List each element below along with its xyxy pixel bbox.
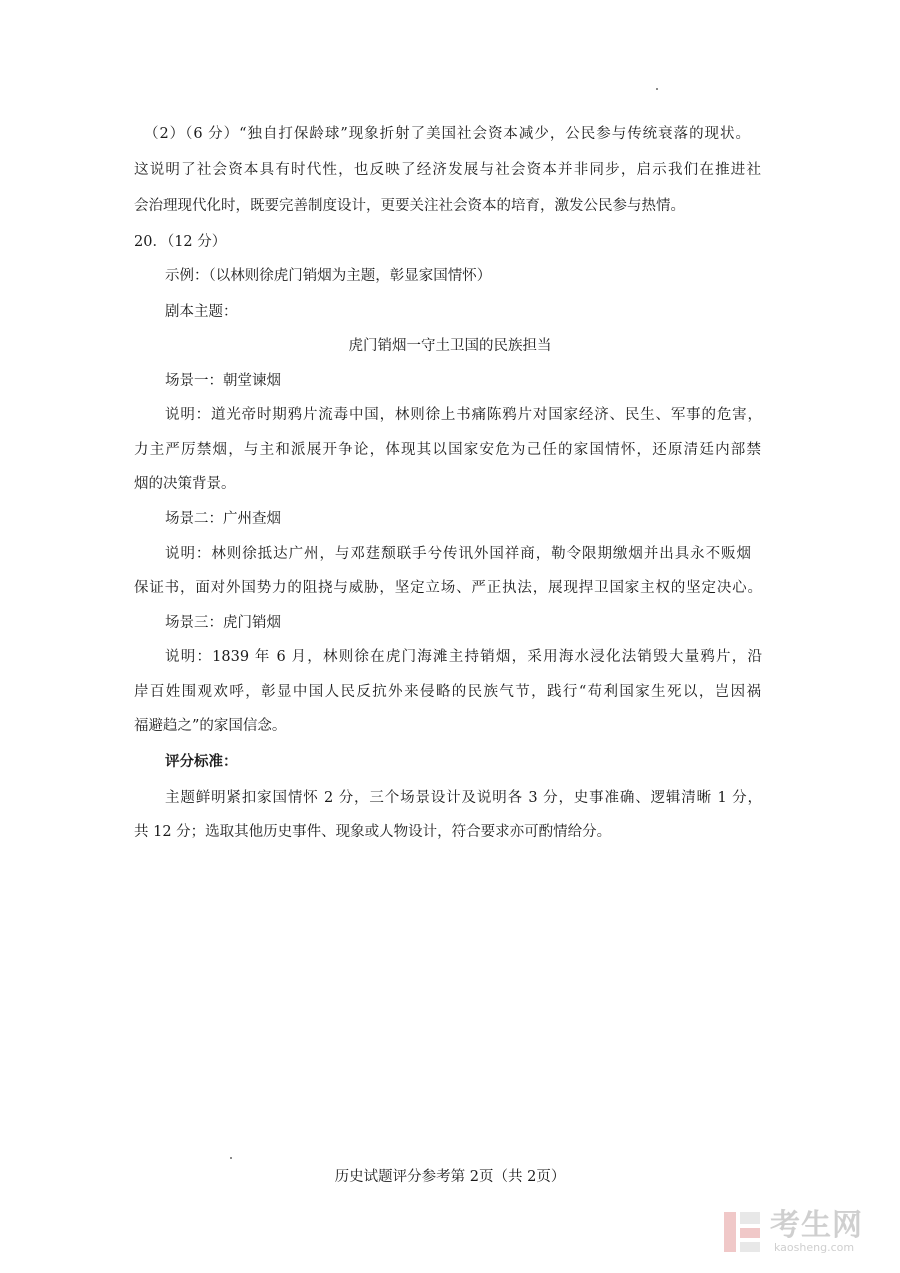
question-header: 20．（12 分）	[134, 234, 227, 250]
scan-dot	[656, 88, 658, 90]
watermark-url: kaosheng.com	[774, 1241, 855, 1254]
scene-text-line: 烟的决策背景。	[134, 476, 236, 492]
scene-text-line: 福避趋之”的家国信念。	[134, 718, 287, 734]
scene-text-line: 岸百姓围观欢呼，彰显中国人民反抗外来侵略的民族气节，践行“苟利国家生死以，岂因祸	[134, 684, 761, 700]
theme-label: 剧本主题：	[165, 304, 238, 320]
watermark-mark-icon	[722, 1208, 764, 1258]
watermark-name: 考生网	[770, 1208, 863, 1243]
page-footer: 历史试题评分参考第 2页（共 2页）	[334, 1169, 566, 1185]
scene-text-line: 说明：林则徐抵达广州，与邓莛颓联手兮传讯外国祥商，勒令限期缴烟并出具永不贩烟	[165, 546, 751, 562]
criteria-label: 评分标准：	[165, 753, 238, 770]
answer-text-line: （2）（6 分）“独自打保龄球”现象折射了美国社会资本减少，公民参与传统衰落的现状。	[144, 126, 750, 142]
scan-dot	[230, 1157, 232, 1159]
scene-text-line: 保证书，面对外国势力的阻挠与威胁，坚定立场、严正执法，展现捍卫国家主权的坚定决心。	[134, 580, 762, 596]
scene-title: 场景一：朝堂谏烟	[165, 373, 281, 389]
scene-title: 场景二：广州查烟	[165, 511, 281, 527]
answer-text-line: 会治理现代化时，既要完善制度设计，更要关注社会资本的培育，激发公民参与热情。	[134, 198, 685, 214]
theme-title: 虎门销烟一守土卫国的民族担当	[348, 338, 552, 354]
answer-text-line: 这说明了社会资本具有时代性，也反映了经济发展与社会资本并非同步，启示我们在推进社	[134, 162, 761, 178]
scene-text-line: 力主严厉禁烟，与主和派展开争论，体现其以国家安危为己任的家国情怀，还原清廷内部禁	[134, 442, 761, 458]
criteria-text-line: 共 12 分；选取其他历史事件、现象或人物设计，符合要求亦可酌情给分。	[134, 824, 612, 840]
criteria-text-line: 主题鲜明紧扣家国情怀 2 分，三个场景设计及说明各 3 分，史事准确、逻辑清晰 1 分，	[165, 790, 762, 806]
scene-title: 场景三：虎门销烟	[165, 615, 281, 631]
watermark-logo	[722, 1208, 872, 1258]
scene-text-line: 说明：1839 年 6 月，林则徐在虎门海滩主持销烟，采用海水浸化法销毁大量鸦片，沿	[165, 649, 762, 665]
scene-text-line: 说明：道光帝时期鸦片流毒中国，林则徐上书痛陈鸦片对国家经济、民生、军事的危害，	[165, 407, 762, 423]
example-line: 示例：（以林则徐虎门销烟为主题，彰显家国情怀）	[165, 268, 492, 284]
